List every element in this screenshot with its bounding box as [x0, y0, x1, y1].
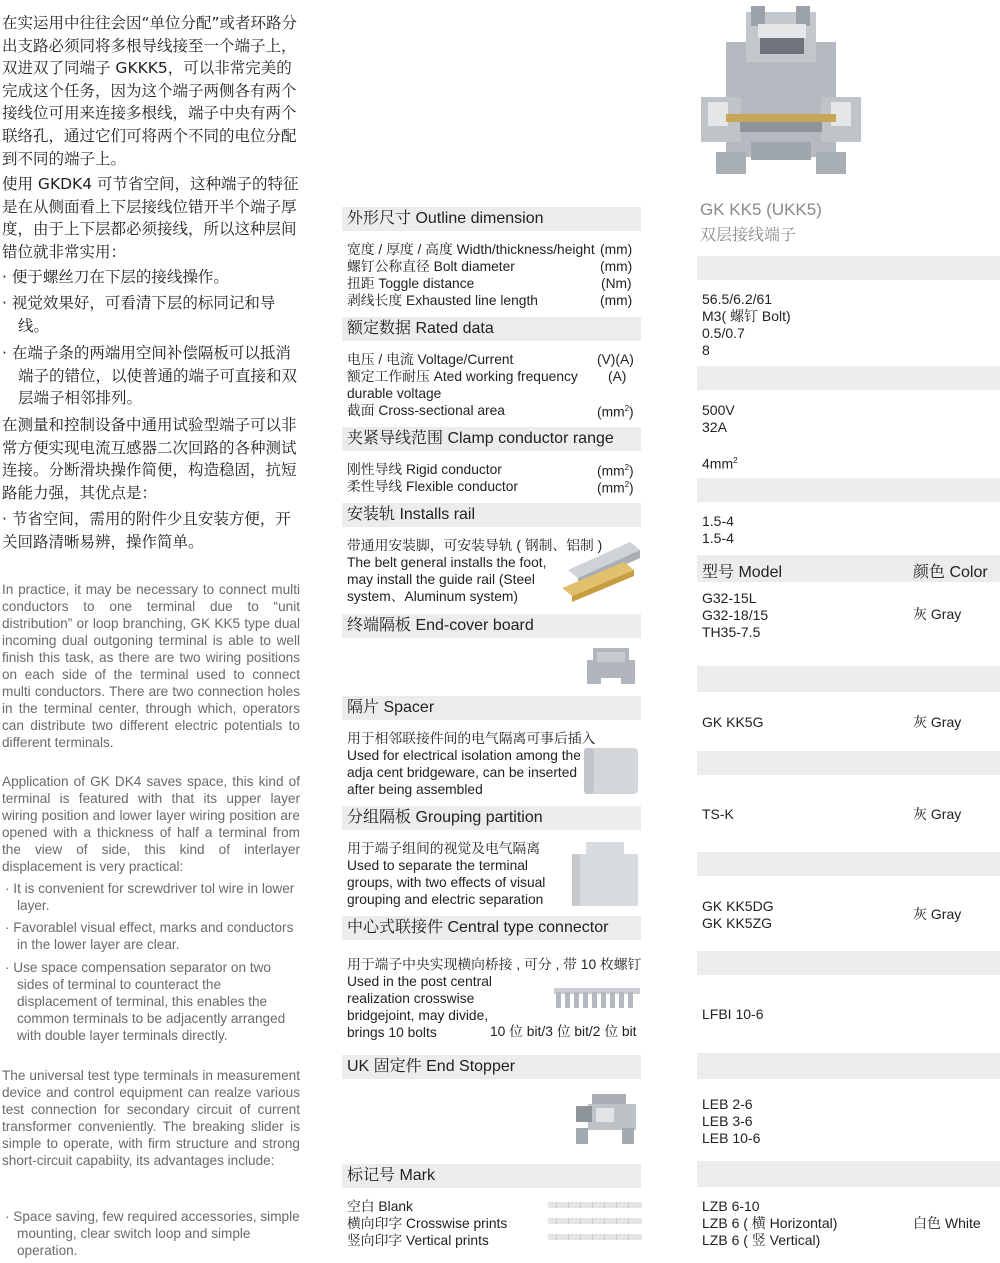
en-bullet-2: · Favorablel visual effect, marks and conductors in the lower layer are clear.: [5, 920, 294, 952]
section-spacer-header: 隔片 Spacer: [342, 696, 641, 720]
cn-paragraph-2: 使用 GKDK4 可节省空间，这种端子的特征是在从侧面看上下层接线位错开半个端子厚度，由于上下层都必须接线，所以这种层间错位就非常实用：: [2, 175, 299, 261]
section-stopper-header: UK 固定件 End Stopper: [342, 1055, 641, 1079]
outline-value-bolt: M3( 螺钉 Bolt): [702, 308, 791, 324]
section-mark-header: 标记号 Mark: [342, 1164, 641, 1188]
en-paragraph-2: Application of GK DK4 saves space, this kind of terminal is featured with that its upper layer wiring position and lower layer wiring position are opened with a thickness of half a terminal from the view of side, this kind of interlayer displacement is very practical:: [2, 774, 300, 874]
section-outline-header: 外形尺寸 Outline dimension: [342, 207, 641, 231]
central-value: LFBI 10-6: [702, 1006, 764, 1022]
band-stopper: [697, 1053, 1000, 1079]
band-mark: [697, 1161, 1000, 1187]
en-bullet-1: · It is convenient for screwdriver tol wire in lower layer.: [5, 881, 295, 913]
outline-unit-size: (mm): [600, 242, 633, 257]
rated-label-voltage: 电压 / 电流 Voltage/Current: [347, 352, 514, 367]
rail-desc-en: The belt general installs the foot, may install the guide rail (Steel system、Aluminum system): [347, 555, 547, 604]
header-color: 颜色 Color: [913, 564, 988, 581]
central-desc-en: Used in the post central realization crosswise bridgejoint, may divide, brings 10 bolts: [347, 974, 492, 1040]
outline-label-size: 宽度 / 厚度 / 高度 Width/thickness/height: [347, 242, 595, 257]
stopper-value-1: LEB 2-6: [702, 1096, 753, 1112]
cn-bullet-4: · 节省空间，需用的附件少且安装方便，开关回路清晰易辨，操作简单。: [2, 510, 291, 551]
outline-value-size: 56.5/6.2/61: [702, 291, 773, 307]
mark-label-vertical: 竖向印字 Vertical prints: [347, 1233, 489, 1248]
end-stopper-image: [570, 1090, 642, 1146]
band-rated: [697, 366, 1000, 390]
section-endcover-header: 终端隔板 End-cover board: [342, 614, 641, 638]
section-rated-header: 额定数据 Rated data: [342, 317, 641, 341]
rail-value-2: G32-18/15: [702, 607, 769, 623]
mark-color: 白色 White: [913, 1215, 981, 1231]
spacer-value: TS-K: [702, 806, 734, 822]
en-bullet-3: · Use space compensation separator on two sides of terminal to counteract the displacement of terminal, this enables the common terminals to be adjacently arranged with double layer terminals directly.: [5, 960, 286, 1043]
outline-unit-toggle: (Nm): [601, 276, 632, 291]
cn-paragraph-3: 在测量和控制设备中通用试验型端子可以非常方便实现电流互感器二次回路的各种测试连接。分断滑块操作简便，构造稳固，抗短路能力强，其优点是：: [2, 416, 297, 502]
rail-desc-cn: 带通用安装脚，可安装导轨 ( 钢制、铝制 ): [347, 538, 603, 553]
stopper-value-2: LEB 3-6: [702, 1113, 753, 1129]
outline-label-bolt: 螺钉公称直径 Bolt diameter: [347, 259, 515, 274]
en-bullet-4: · Space saving, few required accessories, simple mounting, clear switch loop and simple operation.: [5, 1209, 300, 1258]
rated-label-section: 截面 Cross-sectional area: [347, 403, 505, 418]
cn-bullet-2: · 视觉效果好，可看清下层的标同记和导线。: [2, 294, 276, 335]
header-model: 型号 Model: [702, 564, 783, 581]
outline-value-toggle: 0.5/0.7: [702, 325, 745, 341]
clamp-unit-rigid: $(mm^2)$: [597, 463, 634, 479]
central-bits: 10 位 bit/3 位 bit/2 位 bit: [490, 1024, 637, 1039]
grouping-partition-image: [568, 840, 642, 910]
rated-label-frequency-cont: durable voltage: [347, 386, 442, 401]
product-title: GK KK5 (UKK5): [700, 200, 822, 219]
product-subtitle: 双层接线端子: [700, 227, 797, 244]
section-clamp-header: 夹紧导线范围 Clamp conductor range: [342, 427, 641, 451]
din-rail-image: [560, 540, 642, 608]
marker-strips-image: [548, 1200, 642, 1244]
cn-bullet-3: · 在端子条的两端用空间补偿隔板可以抵消端子的错位，以使普通的端子可直接和双层端子相邻排列。: [2, 344, 298, 408]
cn-bullet-1: · 便于螺丝刀在下层的接线操作。: [2, 268, 229, 286]
cn-paragraph-1: 在实运用中往往会因“单位分配”或者环路分出支路必须同将多根导线接至一个端子上，双进双了同端子 GKKK5，可以非常完美的完成这个任务，因为这个端子两侧各有两个接线位可用来连接多根线，端子中央有两个联络孔，通过它们可将两个不同的电位分配到不同的端子上。: [2, 14, 298, 168]
rated-value-section: $4mm^2$: [702, 455, 738, 472]
endcover-value: GK KK5G: [702, 714, 764, 730]
clamp-label-flexible: 柔性导线 Flexible conductor: [347, 479, 518, 494]
mark-label-crosswise: 横向印字 Crosswise prints: [347, 1216, 508, 1231]
stopper-value-3: LEB 10-6: [702, 1130, 761, 1146]
clamp-value-flexible: 1.5-4: [702, 530, 734, 546]
mark-label-blank: 空白 Blank: [347, 1199, 413, 1214]
en-paragraph-3: The universal test type terminals in measurement device and control equipment can realze various test connection for secondary circuit of current transformer conveniently. The breaking slider is simple to operate, with firm structure and strong short-circuit capabiity, its advantages include:: [2, 1068, 300, 1168]
rail-color: 灰 Gray: [913, 606, 962, 622]
section-central-header: 中心式联接件 Central type connector: [342, 916, 641, 940]
rated-unit-section: $(mm^2)$: [597, 404, 634, 420]
bridge-connector-image: [552, 984, 642, 1010]
grouping-desc-en: Used to separate the terminal groups, with two effects of visual grouping and electric separation: [347, 858, 546, 907]
band-outline: [697, 256, 1000, 280]
band-endcover: [697, 666, 1000, 692]
band-clamp: [697, 478, 1000, 502]
mark-value-2: LZB 6 ( 横 Horizontal): [702, 1215, 838, 1231]
mark-value-3: LZB 6 ( 竖 Vertical): [702, 1232, 821, 1248]
band-spacer: [697, 751, 1000, 775]
mark-value-1: LZB 6-10: [702, 1198, 760, 1214]
grouping-color: 灰 Gray: [913, 906, 962, 922]
rated-unit-frequency: (A): [608, 369, 627, 384]
grouping-value-2: GK KK5ZG: [702, 915, 773, 931]
outline-value-strip: 8: [702, 342, 710, 358]
clamp-value-rigid: 1.5-4: [702, 513, 734, 529]
spacer-desc-cn: 用于相邻联接件间的电气隔离可事后插入: [347, 731, 596, 746]
central-desc-cn: 用于端子中央实现横向桥接 , 可分 , 带 10 枚螺钉: [347, 957, 642, 972]
rated-value-voltage: 500V: [702, 402, 735, 418]
rated-unit-voltage: (V)(A): [597, 352, 634, 367]
grouping-value-1: GK KK5DG: [702, 898, 774, 914]
band-grouping: [697, 852, 1000, 876]
rated-value-current: 32A: [702, 419, 727, 435]
spacer-desc-en: Used for electrical isolation among the adja cent bridgeware, can be inserted after being assembled: [347, 748, 581, 797]
rail-value-3: TH35-7.5: [702, 624, 761, 640]
terminal-block-image: [696, 2, 866, 182]
en-paragraph-1: In practice, it may be necessary to connect multi conductors to one terminal due to “unit distribution” or loop branching, GK KK5 type dual incoming dual outgoning terminal is able to well finish this task, as there are two wiring positions on each side of the terminal used to connect multi conductors. There are two connection holes in the terminal center, through which, operators can distribute two different electric potentials to different terminals.: [2, 582, 300, 750]
spacer-color: 灰 Gray: [913, 806, 962, 822]
spacer-image: [580, 744, 642, 798]
clamp-label-rigid: 刚性导线 Rigid conductor: [347, 462, 502, 477]
clamp-unit-flexible: $(mm^2)$: [597, 480, 634, 496]
end-cover-image: [585, 644, 637, 686]
endcover-color: 灰 Gray: [913, 714, 962, 730]
section-rail-header: 安装轨 Installs rail: [342, 503, 641, 527]
band-central: [697, 951, 1000, 975]
grouping-desc-cn: 用于端子组间的视觉及电气隔离: [347, 841, 541, 856]
section-grouping-header: 分组隔板 Grouping partition: [342, 806, 641, 830]
outline-unit-bolt: (mm): [600, 259, 633, 274]
outline-label-strip: 剥线长度 Exhausted line length: [347, 293, 538, 308]
rail-value-1: G32-15L: [702, 590, 757, 606]
outline-unit-strip: (mm): [600, 293, 633, 308]
rated-label-frequency: 额定工作耐压 Ated working frequency: [347, 369, 578, 384]
outline-label-toggle: 扭距 Toggle distance: [347, 276, 475, 291]
